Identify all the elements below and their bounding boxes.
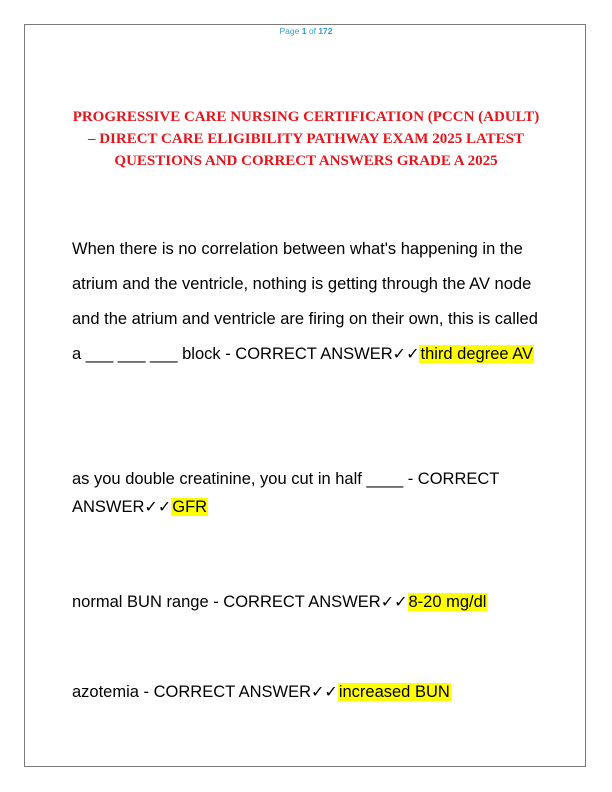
qa-item-2 (72, 465, 542, 522)
answer-highlight: 8-20 mg/dl (408, 593, 487, 611)
question-text: When there is no correlation between what's happening in the atrium and the ventricle, nothing is getting through the AV node and the atrium and ventricle are firing on their own, this is called a ___ ___ ___ block - CORRECT ANSWER (72, 240, 538, 363)
question-text: as you double creatinine, you cut in half ____ - CORRECT ANSWER (72, 470, 500, 516)
page-prefix: Page (279, 26, 300, 36)
check-marks: ✓✓ (392, 346, 420, 363)
check-marks: ✓✓ (311, 684, 338, 701)
question-text: azotemia - CORRECT ANSWER (72, 683, 311, 701)
page-of: of (308, 26, 316, 36)
qa-item-3 (72, 585, 542, 620)
document-title: PROGRESSIVE CARE NURSING CERTIFICATION (PCCN (ADULT) – DIRECT CARE ELIGIBILITY PATHWAY EXAM 2025 LATEST QUESTIONS AND CORRECT ANSWERS GRADE A 2025 (72, 109, 540, 169)
page-counter (0, 26, 612, 36)
qa-item-1 (72, 232, 542, 372)
answer-highlight: GFR (172, 498, 208, 516)
page-current: 1 (301, 26, 307, 36)
question-text: normal BUN range - CORRECT ANSWER (72, 593, 381, 611)
page-total: 172 (318, 26, 333, 36)
answer-highlight: third degree AV (420, 345, 534, 363)
check-marks: ✓✓ (380, 594, 408, 611)
check-marks: ✓✓ (144, 499, 172, 516)
qa-item-4 (72, 675, 542, 710)
answer-highlight: increased BUN (338, 683, 450, 701)
